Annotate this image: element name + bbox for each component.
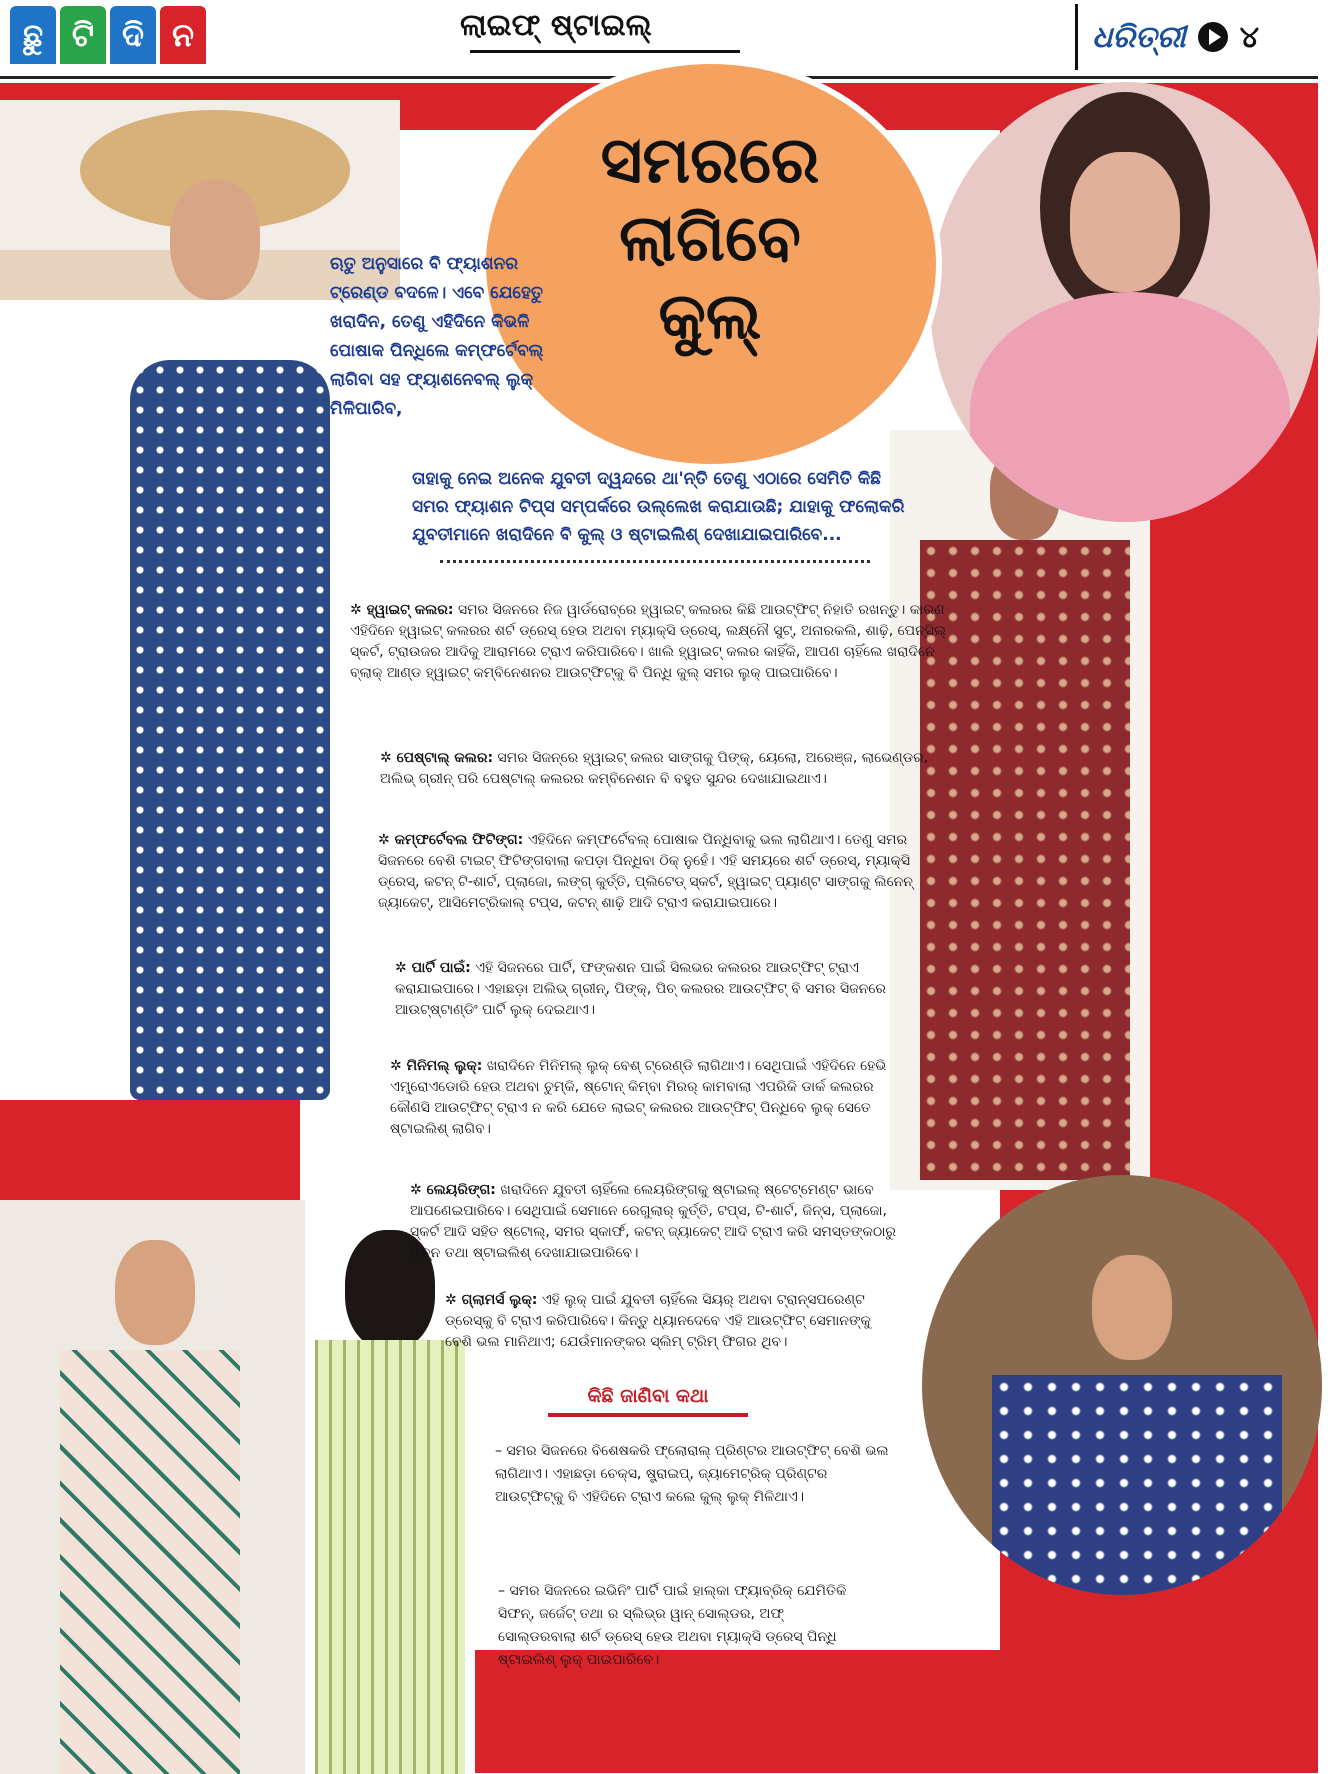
tip-white-color: [350, 600, 960, 684]
tip-comfortable-fitting: [378, 830, 928, 914]
tip-body: ଏହିଦିନେ କମ୍ଫର୍ଟେବଲ୍ ପୋଷାକ ପିନ୍ଧିବାକୁ ଭଲ ଲାଗିଥାଏ। ତେଣୁ ସମର ସିଜନରେ ବେଶି ଟାଇଟ୍ ଫିଟିଙ୍ଗବାଲା କପଡ଼ା ପିନ୍ଧିବା ଠିକ୍ ନୁହେଁ। ଏହି ସମୟରେ ଶର୍ଟ ଡ୍ରେସ୍, ମ୍ୟାକ୍ସି ଡ୍ରେସ୍, କଟନ୍ ଟି-ଶାର୍ଟ, ପ୍ଲାଜୋ, ଲଙ୍ଗ୍ କୁର୍ତ୍ତି, ପ୍ଲିଟେଡ୍ ସ୍କର୍ଟ, ହ୍ୱାଇଟ୍ ପ୍ୟାଣ୍ଟ ସାଙ୍ଗକୁ ଲିନେନ୍ ଜ୍ୟାକେଟ୍, ଆସିମେଟ୍ରିକାଲ୍ ଟପ୍ସ, କଟନ୍ ଶାଢ଼ି ଆଦି ଟ୍ରାଏ କରାଯାଇପାରେ।: [378, 832, 913, 911]
dotted-separator: [440, 560, 870, 563]
jumpsuit-photo: [0, 1200, 305, 1774]
box-title: କିଛି ଜାଣିବା କଥା: [548, 1385, 748, 1417]
headline-line-3: କୁଲ୍: [658, 280, 762, 354]
leaf-print-jumpsuit: [60, 1350, 240, 1774]
section-underline: [470, 50, 740, 53]
printed-kurta-photo: [890, 430, 1150, 1190]
model-face: [115, 1240, 195, 1345]
tip-heading: ✲ ହ୍ୱାଇଟ୍ କଲର:: [350, 602, 454, 618]
headline-line-2: ଲାଗିବେ: [619, 202, 801, 276]
intro-paragraph-1: ଋତୁ ଅନୁସାରେ ବି ଫ୍ୟାଶନର ଟ୍ରେଣ୍ଡ ବଦଳେ। ଏବେ ଯେହେତୁ ଖରାଦିନ, ତେଣୁ ଏହିଦିନେ କିଭଳି ପୋଷାକ ପିନ୍ଧିଲେ କମ୍ଫର୍ଟେବଲ୍ ଲାଗିବା ସହ ଫ୍ୟାଶନେବଲ୍ ଲୁକ୍ ମିଳିପାରିବ,: [330, 254, 544, 419]
tip-body: ସମର ସିଜନରେ ନିଜ ୱାର୍ଡରୋବ୍‌ରେ ହ୍ୱାଇଟ୍ କଲରର କିଛି ଆଉଟ୍‌ଫିଟ୍ ନିହାତି ରଖନ୍ତୁ। କାରଣ ଏହିଦିନେ ହ୍ୱାଇଟ୍ କଲରର ଶର୍ଟ ଡ୍ରେସ୍ ହେଉ ଅଥବା ମ୍ୟାକ୍ସି ଡ୍ରେସ୍, ଲକ୍ଷ୍ନୌ ସୁଟ୍, ଅନାରକଲି, ଶାଢ଼ି, ପେନ୍‌ସିଲ୍ ସ୍କର୍ଟ, ଟ୍ରାଉଜର ଆଦିକୁ ଆରାମରେ ଟ୍ରାଏ କରିପାରିବେ। ଖାଲି ହ୍ୱାଇଟ୍ କଲର କାହିଁକି, ଆପଣ ଚାହିଁଲେ ଖରାଦିନେ ବ୍ଲାକ୍ ଆଣ୍ଡ ହ୍ୱାଇଟ୍ କମ୍ବିନେଶନର ଆଉଟ୍‌ଫିଟ୍‌କୁ ବି ପିନ୍ଧି କୁଲ୍ ସମର ଲୁକ୍ ପାଇପାରିବେ।: [350, 602, 947, 681]
pink-kurta-photo: [930, 82, 1320, 522]
tip-heading: ✲ ମିନିମଲ୍ ଲୁକ୍:: [390, 1058, 483, 1074]
tip-body: ସମର ସିଜନ୍‌ରେ ହ୍ୱାଇଟ୍ କଲର ସାଙ୍ଗକୁ ପିଙ୍କ୍, ୟେଲୋ, ଅରେଞ୍ଜ, ଲାଭେଣ୍ଡର, ଅଲିଭ୍ ଗ୍ରୀନ୍ ପରି ପେଷ୍ଟାଲ୍ କଲରର କମ୍ବିନେଶନ ବି ବହୁତ ସୁନ୍ଦର ଦେଖାଯାଇଥାଏ।: [380, 750, 929, 787]
section-title: ଲାଇଫ୍ ଷ୍ଟାଇଲ୍: [460, 8, 652, 43]
box-item: – ସମର ସିଜନରେ ବିଶେଷକରି ଫ୍ଲୋରାଲ୍ ପ୍ରିଣ୍ଟର ଆଉଟ୍‌ଫିଟ୍ ବେଶି ଭଲ ଲାଗିଥାଏ। ଏହାଛଡ଼ା ଚେକ୍ସ, ଷ୍ଟ୍ରାଇପ୍, ଜ୍ୟାମେଟ୍ରିକ୍ ପ୍ରିଣ୍ଟର ଆଉଟ୍‌ଫିଟ୍‌କୁ ବି ଏହିଦିନେ ଟ୍ରାଏ କଲେ କୁଲ୍ ଲୁକ୍ ମିଳିଥାଏ।: [495, 1443, 889, 1505]
tip-heading: ✲ ଲେୟରିଙ୍ଗ:: [410, 1182, 496, 1198]
tip-body: ଏହି ସିଜନରେ ପାର୍ଟି, ଫଙ୍କଶନ ପାଇଁ ସିଲଭର କଲରର ଆଉଟ୍‌ଫିଟ୍ ଟ୍ରାଏ କରାଯାଇପାରେ। ଏହାଛଡ଼ା ଅଲିଭ୍ ଗ୍ରୀନ୍, ପିଙ୍କ୍, ପିଚ୍ କଲରର ଆଉଟ୍‌ଫିଟ୍ ବି ସମର ସିଜନରେ ଆଉଟ୍‌ଷ୍ଟାଣ୍ଡିଂ ପାର୍ଟି ଲୁକ୍ ଦେଇଥାଏ।: [395, 960, 887, 1018]
polka-dress: [130, 360, 330, 1100]
box-item: – ସମର ସିଜନରେ ଇଭିନିଂ ପାର୍ଟି ପାଇଁ ହାଲ୍‌କା ଫ୍ୟାବ୍ରିକ୍ ଯେମିତିକି ସିଫନ୍, ଜର୍ଜେଟ୍ ତଥା ର ସ୍ଲିଭ୍‌ର ୱାନ୍ ସୋଲ୍ଡର, ଅଫ୍ ସୋଲ୍ଡରବାଲା ଶର୍ଟ ଡ୍ରେସ୍ ହେଉ ଅଥବା ମ୍ୟାକ୍ସି ଡ୍ରେସ୍ ପିନ୍ଧି ଷ୍ଟାଇଲିଶ୍ ଲୁକ୍ ପାଇପାରିବେ।: [498, 1583, 847, 1668]
striped-dress: [315, 1340, 465, 1774]
model-face: [1092, 1255, 1172, 1360]
tip-pastel-color: [380, 748, 930, 790]
section-logo: [10, 6, 206, 64]
play-icon: [1198, 22, 1228, 52]
headline: [560, 122, 860, 356]
saree-photo: [922, 1175, 1322, 1595]
tip-party: [395, 958, 920, 1021]
blue-saree: [992, 1375, 1282, 1595]
newspaper-brand: [1075, 4, 1259, 70]
tip-body: ଏହି ଲୁକ୍ ପାଇଁ ଯୁବତୀ ଚାହିଁଲେ ସିୟର୍ ଅଥବା ଟ୍ରାନ୍ସପରେଣ୍ଟ ଡ୍ରେସ୍‌କୁ ବି ଟ୍ରାଏ କରିପାରିବେ। କିନ୍ତୁ ଧ୍ୟାନଦେବେ ଏହି ଆଉଟ୍‌ଫିଟ୍ ସେମାନଙ୍କୁ ବେଶି ଭଲ ମାନିଥାଏ; ଯେଉଁମାନଙ୍କର ସ୍ଲିମ୍ ଟ୍ରିମ୍ ଫିଗର ଥିବ।: [445, 1292, 871, 1350]
tip-minimal-look: [390, 1056, 900, 1140]
pink-kurta: [970, 292, 1290, 522]
logo-letter-1: ଛୁ: [10, 6, 56, 64]
tip-heading: ✲ କମ୍ଫର୍ଟେବଲ ଫିଟିଙ୍ଗ:: [378, 832, 524, 848]
logo-letter-3: ଦି: [110, 6, 156, 64]
logo-letter-2: ଟି: [60, 6, 106, 64]
brand-name: ଧରିତ୍ରୀ: [1092, 19, 1186, 55]
tip-heading: ✲ ଗ୍ଲାମର୍ସ ଲୁକ୍:: [445, 1292, 538, 1308]
tip-body: ଖରାଦିନେ ଯୁବତୀ ଚାହିଁଲେ ଲେୟରିଙ୍ଗକୁ ଷ୍ଟାଇଲ୍ ଷ୍ଟେଟ୍‌ମେଣ୍ଟ ଭାବେ ଆପଣେଇପାରିବେ। ସେଥିପାଇଁ ସେମାନେ ରେଗୁଲାର୍ କୁର୍ତ୍ତି, ଟପ୍ସ, ଟି-ଶାର୍ଟ, ଜିନ୍ସ, ପ୍ଲାଜୋ, ସ୍କର୍ଟ ଆଦି ସହିତ ଷ୍ଟୋଲ୍, ସମର ସ୍କାର୍ଫ, କଟନ୍ ଜ୍ୟାକେଟ୍ ଆଦି ଟ୍ରାଏ କରି ସମସ୍ତଙ୍କଠାରୁ ଭିନ୍ନ ତଥା ଷ୍ଟାଇଲିଶ୍ ଦେଖାଯାଇପାରିବେ।: [410, 1182, 896, 1261]
logo-letter-4: ନ: [160, 6, 206, 64]
tip-layering: [410, 1180, 900, 1264]
tip-heading: ✲ ପେଷ୍ଟାଲ୍ କଲର:: [380, 750, 494, 766]
model-face: [170, 180, 260, 300]
tip-body: ଖରାଦିନେ ମିନିମଲ୍ ଲୁକ୍ ବେଶ୍ ଟ୍ରେଣ୍ଡି ଲାଗିଥାଏ। ସେଥିପାଇଁ ଏହିଦିନେ ହେଭି ଏମ୍ବ୍ରୋଏଡୋରି ହେଉ ଅଥବା ଚୁମ୍କି, ଷ୍ଟୋନ୍ କିମ୍ବା ମିରର୍ କାମବାଲା ଏପରିକି ଡାର୍କ କଲରର କୌଣସି ଆଉଟ୍‌ଫିଟ୍ ଟ୍ରାଏ ନ କରି ଯେତେ ଲାଇଟ୍ କଲରର ଆଉଟ୍‌ଫିଟ୍ ପିନ୍ଧିବେ ଲୁକ୍ ସେତେ ଷ୍ଟାଇଲିଶ୍ ଲାଗିବ।: [390, 1058, 887, 1137]
model-face: [1070, 152, 1180, 292]
page-number: ୪: [1239, 19, 1259, 55]
tip-heading: ✲ ପାର୍ଟି ପାଇଁ:: [395, 960, 471, 976]
headline-line-1: ସମରରେ: [600, 124, 820, 198]
tip-glamorous-look: [445, 1290, 900, 1353]
intro-paragraph-2: ତାହାକୁ ନେଇ ଅନେକ ଯୁବତୀ ଦ୍ୱନ୍ଦରେ ଥା'ନ୍ତି ତେଣୁ ଏଠାରେ ସେମିତି କିଛି ସମର ଫ୍ୟାଶନ ଟିପ୍ସ ସମ୍ପର୍କରେ ଉଲ୍ଲେଖ କରାଯାଉଛି; ଯାହାକୁ ଫଲୋକରି ଯୁବତୀମାନେ ଖରାଦିନେ ବି କୁଲ୍ ଓ ଷ୍ଟାଇଲିଶ୍ ଦେଖାଯାଇପାରିବେ...: [412, 469, 905, 545]
